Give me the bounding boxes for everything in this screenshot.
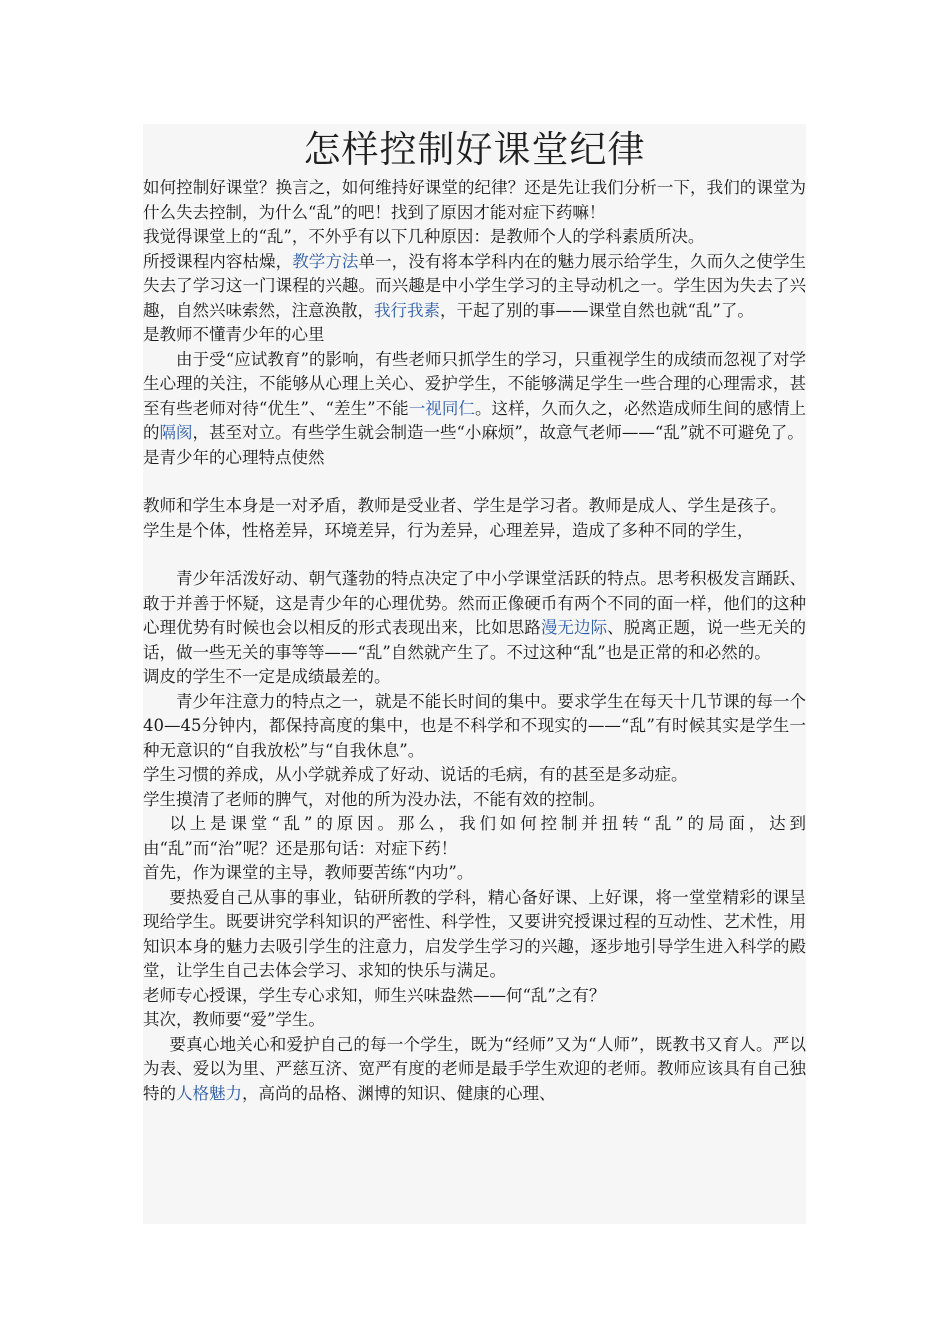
paragraph: 学生是个体，性格差异，环境差异，行为差异，心理差异，造成了多种不同的学生， [143, 520, 754, 540]
link-yi-shi-tong-ren[interactable]: 一视同仁 [408, 398, 475, 418]
paragraph: 以上是课堂“乱”的原因。那么，我们如何控制并扭转“乱”的局面，达到由“乱”而“治”呢？还是那句话：对症下药！ [143, 814, 806, 858]
text-run: 所授课程内容枯燥， [143, 251, 293, 271]
blank-line [143, 470, 806, 494]
paragraph: 青少年注意力的特点之一，就是不能长时间的集中。要求学生在每天十几节课的每一个40—45分钟内，都保持高度的集中，也是不科学和不现实的——“乱”有时候其实是学生一种无意识的“自我放松”与“自我休息”。 [143, 691, 806, 760]
link-ge-he[interactable]: 隔阂 [159, 423, 193, 442]
paragraph: 学生摸清了老师的脾气，对他的所为没办法，不能有效的控制。 [143, 789, 605, 809]
paragraph [143, 1033, 806, 1107]
section-heading: 是青少年的心理特点使然 [143, 447, 325, 467]
text-run: 由于受“应试教育”的影响，有些老师只抓学生的学习，只重视学生的成绩而忽视了对学生心理的关注，不能够从心理上关心、爱护学生，不能够满足学生一些合理的心理需求，甚至有些老师对待“优生”、“差生”不能 [143, 349, 806, 418]
paragraph [143, 250, 806, 324]
document-page [143, 124, 806, 1224]
link-man-wu-bian-ji[interactable]: 漫无边际 [540, 618, 608, 637]
text-run: 、脱离正题，说一些无关的话，做一些无关的事等等——“乱”自然就产生了。不过这种“乱”也是正常的和必然的。 [143, 618, 807, 662]
text-run: 单一，没有将本学科内在的魅力展示给学生，久而久之使学生失去了学习这一门课程的兴趣。而兴趣是中小学生学习的主导动机之一。学生因为失去了兴趣，自然兴味索然，注意涣散， [143, 251, 807, 320]
link-wo-xing-wo-su[interactable]: 我行我素 [374, 300, 440, 320]
section-heading: 调皮的学生不一定是成绩最差的。 [143, 667, 391, 686]
document-body [143, 176, 806, 1106]
text-run: ，高尚的品格、渊博的知识、健康的心理、 [242, 1083, 556, 1103]
text-run: 。这样，久而久之，必然造成师生间的感情上的 [143, 398, 807, 442]
paragraph: 学生习惯的养成，从小学就养成了好动、说话的毛病，有的甚至是多动症。 [143, 765, 688, 784]
paragraph: 教师和学生本身是一对矛盾，教师是受业者、学生是学习者。教师是成人、学生是孩子。 [143, 496, 787, 515]
blank-line [143, 543, 806, 567]
link-teaching-method[interactable]: 教学方法 [292, 251, 359, 271]
text-run: 要真心地关心和爱护自己的每一个学生，既为“经师”又为“人师”，既教书又育人。严以为表、爱以为里、严慈互济、宽严有度的老师是最手学生欢迎的老师。教师应该具有自己独特的 [143, 1034, 806, 1103]
paragraph: 要热爱自己从事的事业，钻研所教的学科，精心备好课、上好课，将一堂堂精彩的课呈现给学生。既要讲究学科知识的严密性、科学性，又要讲究授课过程的互动性、艺术性，用知识本身的魅力去吸引学生的注意力，启发学生学习的兴趣，逐步地引导学生进入科学的殿堂，让学生自己去体会学习、求知的快乐与满足。 [143, 887, 806, 980]
section-heading: 其次，教师要“爱”学生。 [143, 1010, 325, 1029]
paragraph: 我觉得课堂上的“乱”，不外乎有以下几种原因：是教师个人的学科素质所决。 [143, 227, 705, 246]
text-run: ，干起了别的事——课堂自然也就“乱”了。 [440, 300, 754, 320]
paragraph: 老师专心授课，学生专心求知，师生兴味盎然——何“乱”之有？ [143, 985, 606, 1005]
link-ren-ge-mei-li[interactable]: 人格魅力 [176, 1083, 242, 1103]
paragraph [143, 567, 806, 665]
paragraph: 如何控制好课堂？换言之，如何维持好课堂的纪律？还是先让我们分析一下，我们的课堂为什么失去控制，为什么“乱”的吧！找到了原因才能对症下药嘛！ [143, 178, 806, 222]
text-run: 青少年活泼好动、朝气蓬勃的特点决定了中小学课堂活跃的特点。思考积极发言踊跃、敢于并善于怀疑，这是青少年的心理优势。然而正像硬币有两个不同的面一样，他们的这种心理优势有时候也会以相反的形式表现出来，比如思路 [143, 569, 806, 637]
document-title: 怎样控制好课堂纪律 [303, 128, 646, 171]
text-run: ，甚至对立。有些学生就会制造一些“小麻烦”，故意气老师——“乱”就不可避免了。 [192, 423, 804, 442]
paragraph [143, 348, 806, 446]
section-heading: 是教师不懂青少年的心里 [143, 325, 325, 344]
section-heading: 首先，作为课堂的主导，教师要苦练“内功”。 [143, 863, 474, 882]
